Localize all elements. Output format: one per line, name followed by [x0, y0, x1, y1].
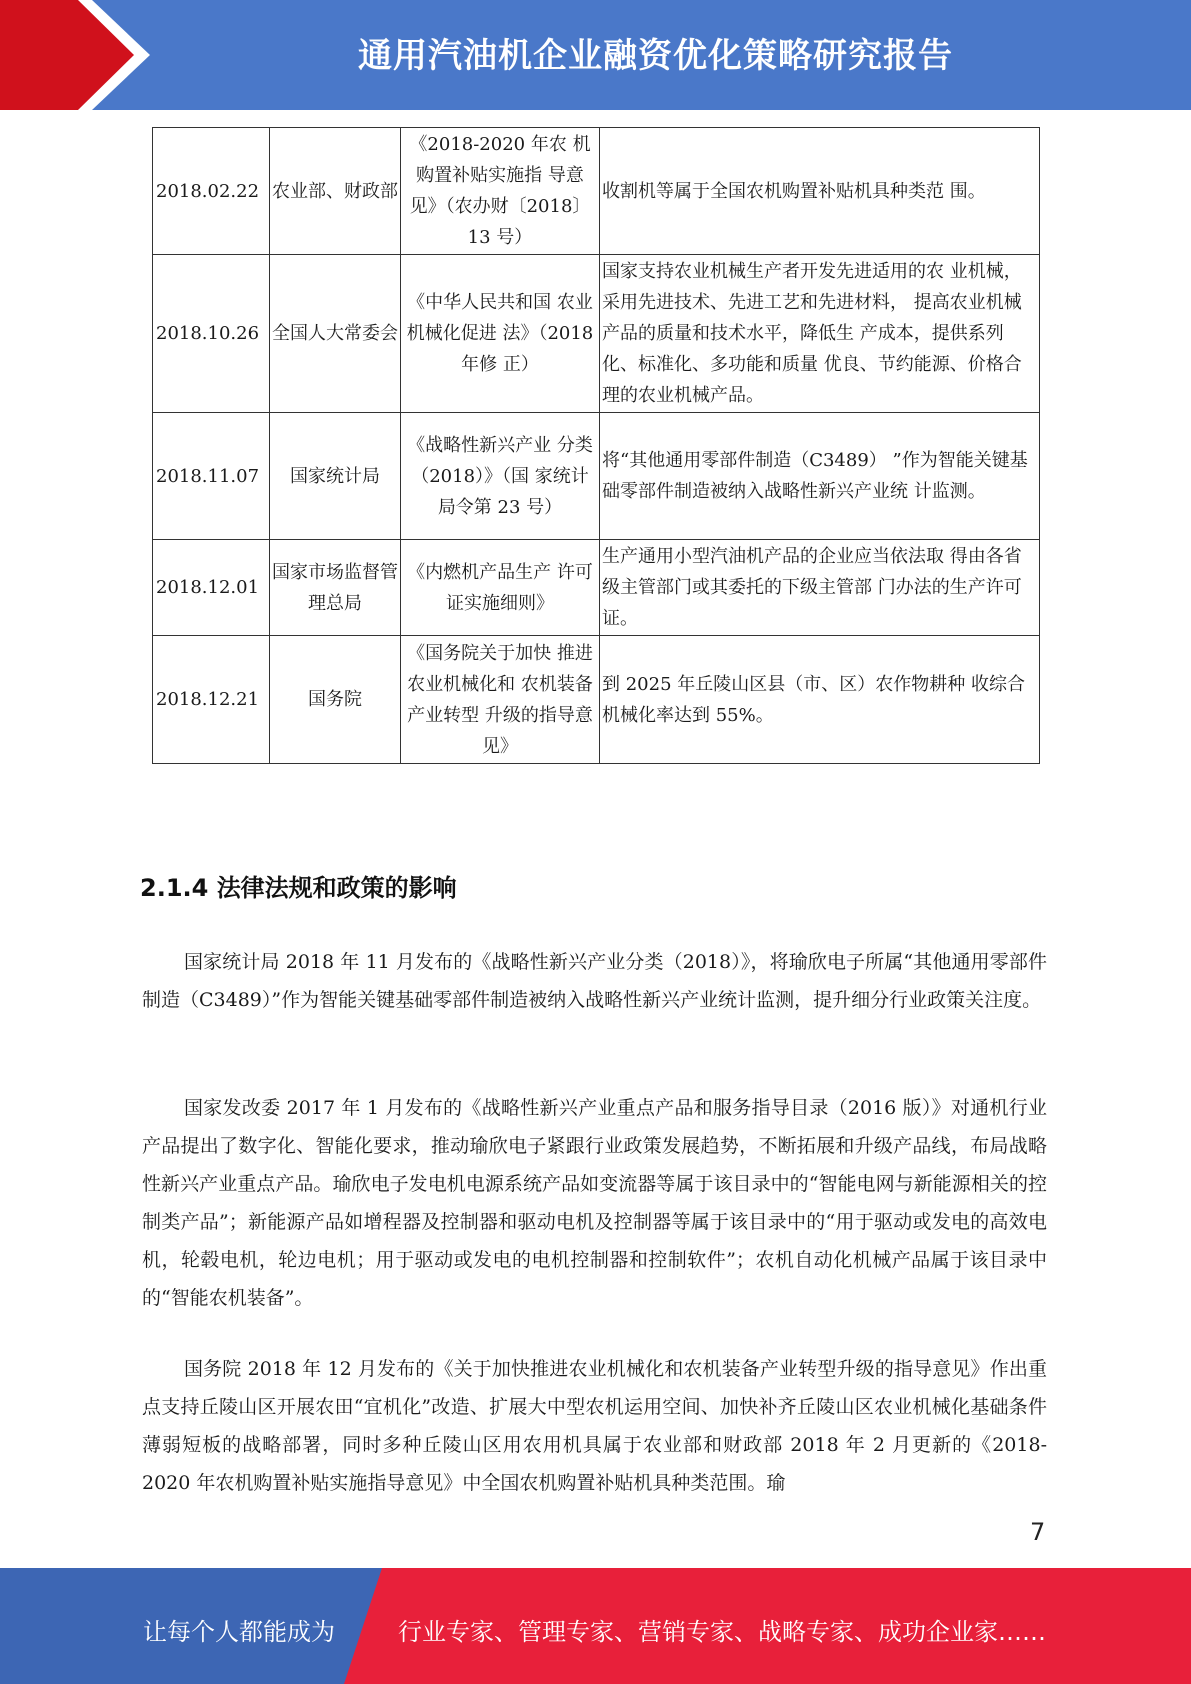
- section-heading: 2.1.4 法律法规和政策的影响: [140, 874, 457, 902]
- table-row: [153, 540, 1040, 636]
- table-cell-doc: 《战略性新兴产业 分类（2018）》（国 家统计局令第 23 号）: [401, 413, 600, 540]
- table-cell-org: 农业部、财政部: [270, 128, 401, 255]
- header-title: 通用汽油机企业融资优化策略研究报告: [358, 36, 953, 76]
- table-cell-date: 2018.11.07: [153, 413, 270, 540]
- table-cell-org: 国家统计局: [270, 413, 401, 540]
- table-cell-doc: 《2018-2020 年农 机购置补贴实施指 导意见》（农办财〔2018〕 13 号）: [401, 128, 600, 255]
- table-cell-doc: 《内燃机产品生产 许可证实施细则》: [401, 540, 600, 636]
- table-cell-org: 国家市场监督管理总局: [270, 540, 401, 636]
- table-cell-content: 生产通用小型汽油机产品的企业应当依法取 得由各省级主管部门或其委托的下级主管部 门办法的生产许可证。: [600, 540, 1040, 636]
- table-cell-content: 国家支持农业机械生产者开发先进适用的农 业机械，采用先进技术、先进工艺和先进材料， 提高农业机械产品的质量和技术水平，降低生 产成本，提供系列化、标准化、多功能和质量 优良、节约能源、价格合理的农业机械产品。: [600, 255, 1040, 413]
- table-row: [153, 128, 1040, 255]
- table-cell-doc: 《国务院关于加快 推进农业机械化和 农机装备产业转型 升级的指导意见》: [401, 636, 600, 764]
- table-cell-date: 2018.02.22: [153, 128, 270, 255]
- page-header: [0, 0, 1191, 110]
- body-paragraph: 国家统计局 2018 年 11 月发布的《战略性新兴产业分类（2018）》，将瑜欣电子所属“其他通用零部件制造（C3489）”作为智能关键基础零部件制造被纳入战略性新兴产业统计监测，提升细分行业政策关注度。: [142, 951, 1047, 1011]
- page-footer: [0, 1568, 1191, 1684]
- table-cell-date: 2018.12.21: [153, 636, 270, 764]
- table-row: [153, 636, 1040, 764]
- table-cell-org: 国务院: [270, 636, 401, 764]
- footer-slogan-left: 让每个人都能成为: [143, 1618, 335, 1646]
- page-number: 7: [1030, 1518, 1046, 1546]
- table-cell-org: 全国人大常委会: [270, 255, 401, 413]
- table-cell-content: 将“其他通用零部件制造（C3489） ”作为智能关键基础零部件制造被纳入战略性新兴产业统 计监测。: [600, 413, 1040, 540]
- footer-slogan-right: 行业专家、管理专家、营销专家、战略专家、成功企业家……: [398, 1618, 1046, 1646]
- table-cell-date: 2018.10.26: [153, 255, 270, 413]
- body-paragraph: 国家发改委 2017 年 1 月发布的《战略性新兴产业重点产品和服务指导目录（2016 版）》对通机行业产品提出了数字化、智能化要求，推动瑜欣电子紧跟行业政策发展趋势，不断拓展和升级产品线，布局战略性新兴产业重点产品。瑜欣电子发电机电源系统产品如变流器等属于该目录中的“智能电网与新能源相关的控制类产品”；新能源产品如增程器及控制器和驱动电机及控制器等属于该目录中的“用于驱动或发电的高效电机，轮毂电机，轮边电机；用于驱动或发电的电机控制器和控制软件”；农机自动化机械产品属于该目录中的“智能农机装备”。: [142, 1097, 1047, 1309]
- table-cell-content: 到 2025 年丘陵山区县（市、区）农作物耕种 收综合机械化率达到 55%。: [600, 636, 1040, 764]
- body-paragraph: 国务院 2018 年 12 月发布的《关于加快推进农业机械化和农机装备产业转型升级的指导意见》作出重点支持丘陵山区开展农田“宜机化”改造、扩展大中型农机运用空间、加快补齐丘陵山区农业机械化基础条件薄弱短板的战略部署，同时多种丘陵山区用农用机具属于农业部和财政部 2018 年 2 月更新的《2018-2020 年农机购置补贴实施指导意见》中全国农机购置补贴机具种类范围。瑜: [142, 1358, 1047, 1494]
- policy-table: [152, 127, 1040, 764]
- table-cell-doc: 《中华人民共和国 农业机械化促进 法》（2018 年修 正）: [401, 255, 600, 413]
- table-row: [153, 255, 1040, 413]
- table-cell-content: 收割机等属于全国农机购置补贴机具种类范 围。: [600, 128, 1040, 255]
- table-cell-date: 2018.12.01: [153, 540, 270, 636]
- table-row: [153, 413, 1040, 540]
